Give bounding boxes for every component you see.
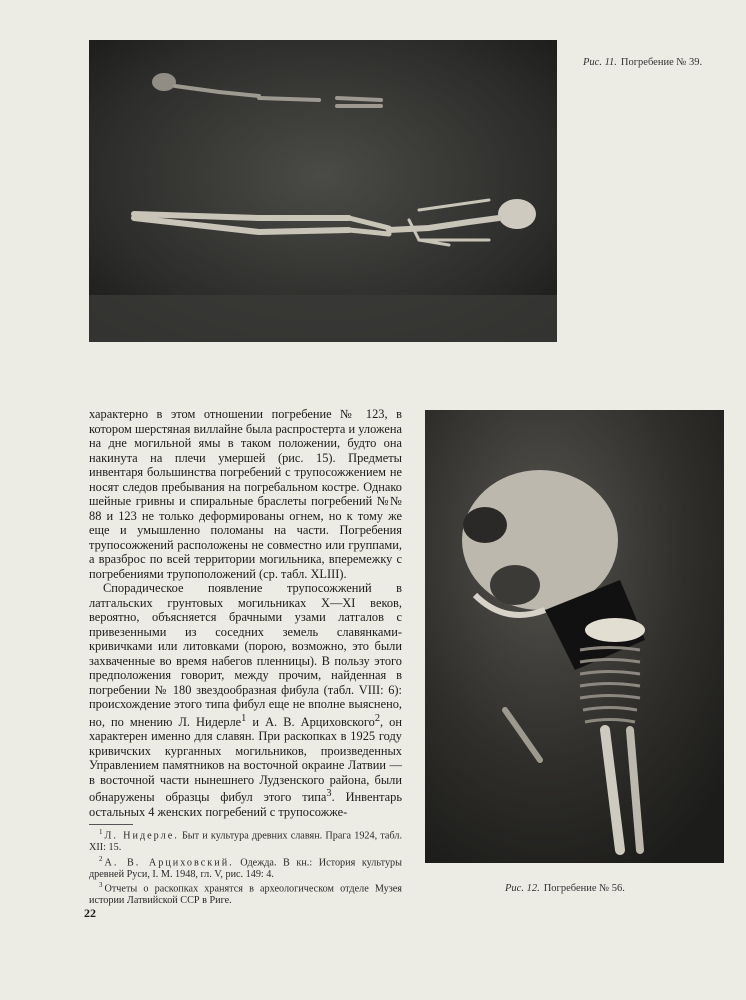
burial-39-photo — [89, 40, 557, 342]
footnote-1 — [89, 827, 402, 854]
footnote-1-author: Л. Нидерле. — [104, 830, 179, 842]
figure-11-caption — [583, 57, 702, 68]
footnote-2-author: А. В. Арциховский. — [104, 856, 234, 868]
footnotes — [89, 827, 402, 907]
footnote-1-mark: 1 — [99, 828, 103, 836]
footnote-2-text: Одежда. В кн.: История культуры древней Руси, I. М. 1948, гл. V, рис. 149: 4. — [89, 856, 402, 880]
paragraph-2-part-d: . Инвентарь остальных 4 женских погребений с трупосожже- — [89, 790, 402, 819]
footnote-divider — [89, 824, 133, 825]
paragraph-1: характерно в этом отношении погребение № 123, в котором шерстяная виллайне была распростерта и уложена на дне могильной ямы в таком положении, будто она накинута на плечи умершей (рис. 15). Предметы инвентаря большинства погребений с трупосожжением не носят следов пребывания на погребальном костре. Однако шейные гривны и спиральные браслеты погребений №№ 88 и 123 не только деформированы огнем, но к тому же еще и умышленно поломаны на части. Погребения трупосожжений расположены не совместно или группами, а вразброс по всей территории могильника, вперемежку с погребениями трупоположений (ср. табл. XLIII). — [89, 407, 402, 581]
burial-56-photo — [425, 410, 724, 863]
body-text — [89, 407, 402, 819]
figure-12-label: Рис. 12. — [505, 883, 540, 894]
footnote-2 — [89, 854, 402, 881]
footnote-ref-2[interactable]: 2 — [374, 712, 380, 724]
footnote-3-mark: 3 — [99, 881, 103, 890]
footnote-1-text: Быт и культура древних славян. Прага 1924, табл. XII: 15. — [89, 830, 402, 853]
figure-12-caption — [505, 883, 625, 894]
paragraph-2 — [89, 581, 402, 819]
footnote-3 — [89, 880, 402, 907]
page-number: 22 — [84, 906, 96, 920]
footnote-3-text: Отчеты о раскопках хранятся в археологическом отделе Музея истории Латвийской ССР в Риге. — [89, 883, 402, 907]
footnote-ref-1[interactable]: 1 — [241, 712, 247, 724]
footnote-2-mark: 2 — [99, 854, 103, 863]
paragraph-2-part-b: и А. В. Арциховского — [246, 714, 375, 729]
paragraph-2-part-a: Спорадическое появление трупосожжений в латгальских грунтовых могильниках X—XI веков, вероятно, объясняется брачными узами латгалов с привезенными из соседних земель славянками-кривичками или литовками (порою, возможно, это были захваченные во время набегов пленницы). В пользу этого предположения говорит, между прочим, найденная в погребении № 180 звездообразная фибула (табл. VIII: 6): происхождение этого типа фибул еще не вполне выяснено, но, по мнению Л. Нидерле — [89, 581, 402, 729]
paragraph-2-part-c: , он характерен именно для славян. При раскопках в 1925 году кривичских курганных могильников, произведенных Управлением памятников на восточной окраине Латвии — в восточной части нынешнего Лудзенского района, были обнаружены образцы фибул этого типа — [89, 714, 402, 805]
figure-11-title: Погребение № 39. — [620, 57, 703, 68]
footnote-ref-3[interactable]: 3 — [326, 788, 332, 800]
figure-11-label: Рис. 11. — [583, 57, 617, 68]
figure-12-title: Погребение № 56. — [543, 883, 625, 894]
